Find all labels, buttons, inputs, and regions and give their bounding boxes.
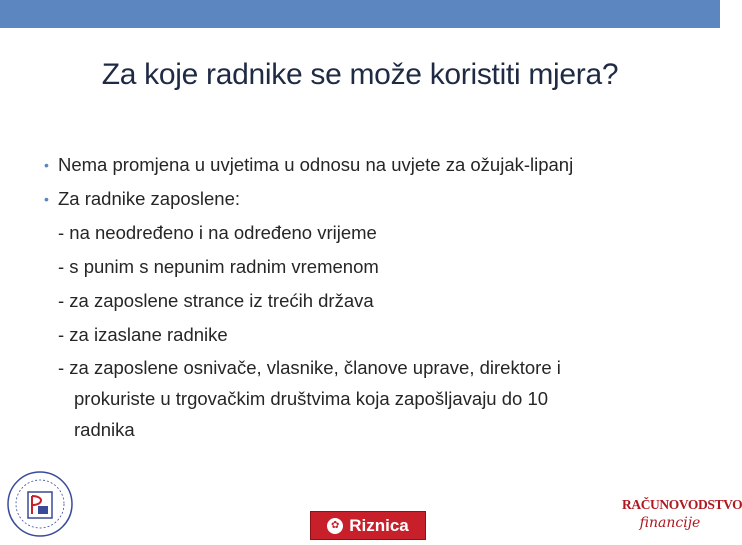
racunovodstvo-logo: RAČUNOVODSTVO financije — [622, 497, 742, 531]
sub-item: - za izaslane radnike — [58, 324, 228, 345]
slide-title: Za koje radnike se može koristiti mjera? — [101, 58, 619, 91]
riznica-logo: ✿ Riznica — [310, 511, 426, 540]
sub-item: - na neodređeno i na određeno vrijeme — [58, 222, 377, 243]
sub-item-multiline: - za zaposlene osnivače, vlasnike, članove uprave, direktore i prokuriste u trgovačkim društvima koja zapošljavaju do 10 radnika — [58, 357, 561, 440]
bullet-icon: • — [44, 157, 49, 173]
riznica-emblem-icon: ✿ — [327, 518, 343, 534]
bullet-item: • Za radnike zaposlene: — [44, 182, 694, 216]
slide-content — [44, 148, 694, 445]
top-band — [0, 0, 720, 28]
bullet-item: • Nema promjena u uvjetima u odnosu na uvjete za ožujak-lipanj — [44, 148, 694, 182]
association-seal-logo — [4, 460, 76, 540]
sub-item: - s punim s nepunim radnim vremenom — [58, 256, 379, 277]
sub-item: - za zaposlene strance iz trećih država — [58, 290, 374, 311]
bullet-icon: • — [44, 191, 49, 207]
